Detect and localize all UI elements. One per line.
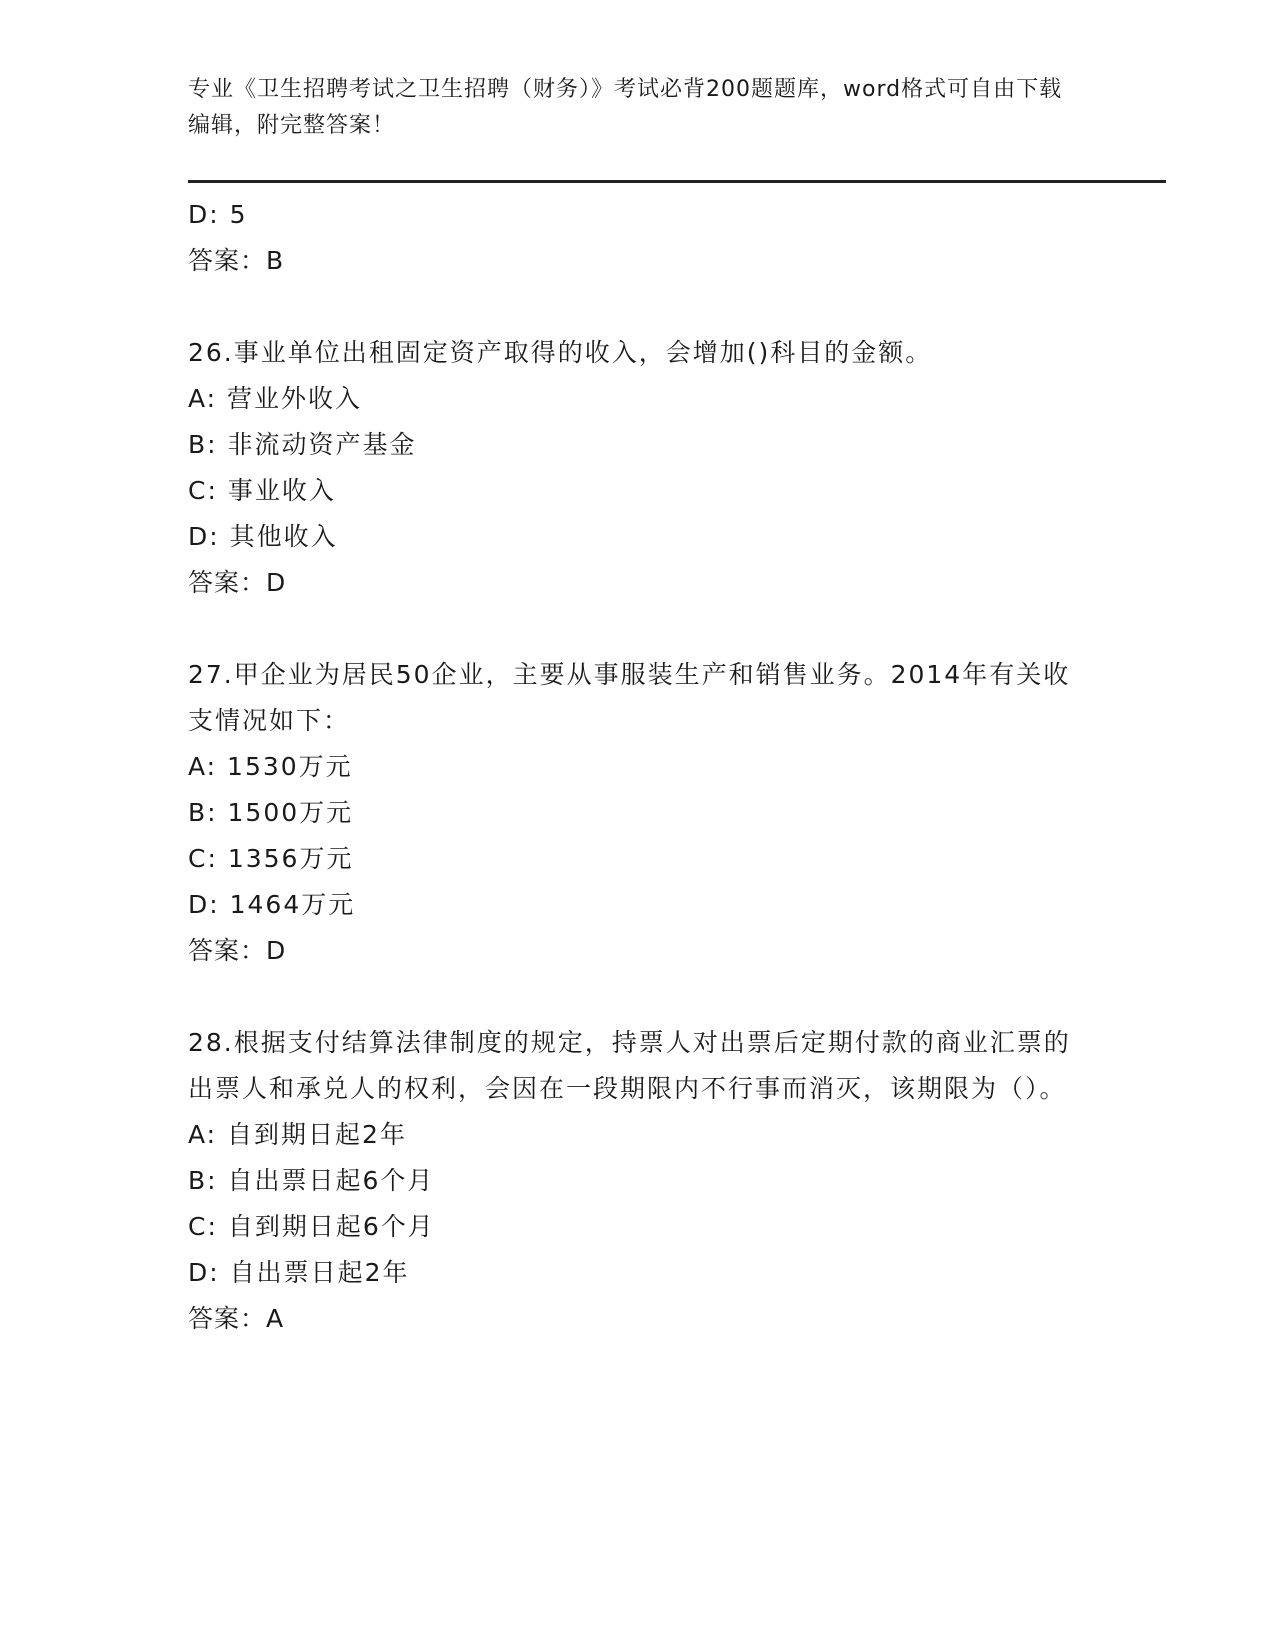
option-d: D: 1464万元 [188, 890, 356, 919]
document-header-title: 专业《卫生招聘考试之卫生招聘（财务）》考试必背200题题库，word格式可自由下载编辑，附完整答案！ [188, 77, 1063, 138]
option-b: B: 非流动资产基金 [188, 430, 417, 459]
option-b: B: 1500万元 [188, 798, 354, 827]
question-26 [188, 330, 1088, 606]
previous-question-tail [188, 192, 1088, 284]
option-a: A: 营业外收入 [188, 384, 363, 413]
option-a: A: 自到期日起2年 [188, 1120, 407, 1149]
answer-line: 答案：D [188, 936, 287, 965]
answer-line: 答案：B [188, 246, 285, 275]
question-list [188, 192, 1088, 1342]
answer-line: 答案：D [188, 568, 287, 597]
spacer [188, 606, 1088, 652]
option-d: D: 其他收入 [188, 522, 338, 551]
option-b: B: 自出票日起6个月 [188, 1166, 435, 1195]
question-27 [188, 652, 1088, 974]
question-stem: 28.根据支付结算法律制度的规定，持票人对出票后定期付款的商业汇票的出票人和承兑人的权利，会因在一段期限内不行事而消灭，该期限为（）。 [188, 1028, 1071, 1103]
header-divider [188, 180, 1166, 183]
option-c: C: 自到期日起6个月 [188, 1212, 435, 1241]
question-28 [188, 1020, 1088, 1342]
answer-line: 答案：A [188, 1304, 285, 1333]
spacer [188, 974, 1088, 1020]
option-c: C: 1356万元 [188, 844, 354, 873]
option-d: D: 自出票日起2年 [188, 1258, 410, 1287]
option-d: D: 5 [188, 200, 248, 229]
option-c: C: 事业收入 [188, 476, 336, 505]
spacer [188, 284, 1088, 330]
option-a: A: 1530万元 [188, 752, 353, 781]
question-stem: 26.事业单位出租固定资产取得的收入，会增加()科目的金额。 [188, 338, 933, 367]
question-stem: 27.甲企业为居民50企业，主要从事服装生产和销售业务。2014年有关收支情况如下： [188, 660, 1071, 735]
